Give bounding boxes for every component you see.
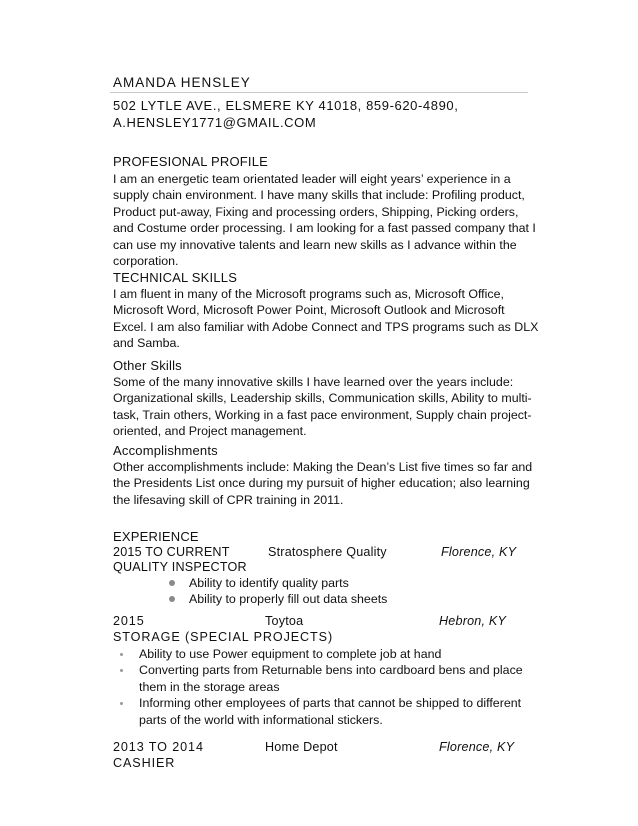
job-location: Florence, KY [441, 545, 517, 559]
other-skills-paragraph [113, 374, 553, 440]
bullet-icon [169, 596, 175, 602]
technical-skills-heading: TECHNICAL SKILLS [113, 270, 238, 285]
list-item [117, 662, 523, 678]
other-skills-line: Some of the many innovative skills I have learned over the years include: [113, 375, 514, 389]
technical-skills-paragraph [113, 286, 553, 352]
technical-line: Excel. I am also familiar with Adobe Connect and TPS programs such as DLX [113, 319, 539, 334]
job-location: Florence, KY [439, 740, 515, 754]
profile-line: and Costume order processing. I am looking for a fast passed company that I [113, 221, 536, 236]
profile-paragraph [113, 171, 553, 269]
other-skills-line: oriented, and Project management. [113, 424, 307, 439]
list-item [117, 695, 523, 711]
list-item [117, 646, 523, 662]
job-company: Stratosphere Quality [268, 545, 387, 559]
contact-email: A.HENSLEY1771@GMAIL.COM [113, 115, 317, 130]
bullet-text: Ability to properly fill out data sheets [189, 592, 388, 607]
profile-line: corporation. [113, 254, 179, 269]
accomplishments-heading: Accomplishments [113, 443, 218, 458]
bullet-text: them in the storage areas [139, 679, 280, 694]
accomplishments-line: the Presidents List once during my pursuit of higher education; also learning [113, 476, 530, 491]
accomplishments-line: the lifesaving skill of CPR training in 2011. [113, 492, 344, 507]
bullet-icon [120, 669, 123, 672]
bullet-text: parts of the world with informational stickers. [139, 712, 383, 727]
job-dates: 2013 TO 2014 [113, 740, 204, 754]
accomplishments-line: Other accomplishments include: Making the Dean’s List five times so far and [113, 460, 533, 474]
accomplishments-paragraph [113, 459, 553, 508]
profile-line: I am an energetic team orientated leader will eight years’ experience in a [113, 172, 511, 186]
job-bullet-list [117, 646, 523, 728]
bullet-text: Ability to use Power equipment to complete job at hand [139, 647, 442, 661]
list-item-continuation [117, 679, 523, 695]
job-company: Toytoa [265, 614, 304, 628]
job-title: QUALITY INSPECTOR [113, 560, 247, 574]
list-item [167, 575, 387, 591]
bullet-text: Informing other employees of parts that cannot be shipped to different [139, 696, 522, 711]
profile-line: supply chain environment. I have many skills that include: Profiling product, [113, 188, 525, 203]
bullet-text: Converting parts from Returnable bens into cardboard bens and place [139, 663, 523, 678]
technical-line: and Samba. [113, 336, 180, 351]
other-skills-line: Organizational skills, Leadership skills, Communication skills, Ability to multi- [113, 391, 532, 406]
job-title: STORAGE (SPECIAL PROJECTS) [113, 630, 334, 644]
experience-heading: EXPERIENCE [113, 529, 199, 544]
job-bullet-list [167, 575, 387, 608]
job-title: CASHIER [113, 756, 176, 770]
list-item [167, 591, 387, 607]
profile-line: can use my innovative talents and learn new skills as I advance within the [113, 237, 517, 252]
profile-line: Product put-away, Fixing and processing orders, Shipping, Picking orders, [113, 204, 519, 219]
technical-line: Microsoft Word, Microsoft Power Point, Microsoft Outlook and Microsoft [113, 303, 505, 318]
bullet-icon [120, 653, 123, 656]
other-skills-heading: Other Skills [113, 358, 182, 373]
other-skills-line: task, Train others, Working in a fast pace environment, Supply chain project- [113, 407, 532, 422]
job-location: Hebron, KY [439, 614, 507, 628]
candidate-name: AMANDA HENSLEY [113, 75, 251, 90]
list-item-continuation [117, 712, 523, 728]
profile-heading: PROFESIONAL PROFILE [113, 154, 269, 169]
bullet-icon [169, 580, 175, 586]
contact-address-phone: 502 LYTLE AVE., ELSMERE KY 41018, 859-620-4890, [113, 98, 459, 113]
bullet-text: Ability to identify quality parts [189, 576, 349, 590]
bullet-icon [120, 702, 123, 705]
header-divider [110, 92, 528, 93]
technical-line: I am fluent in many of the Microsoft programs such as, Microsoft Office, [113, 287, 504, 301]
job-dates: 2015 [113, 614, 145, 628]
job-dates: 2015 TO CURRENT [113, 545, 230, 559]
job-company: Home Depot [265, 740, 338, 754]
